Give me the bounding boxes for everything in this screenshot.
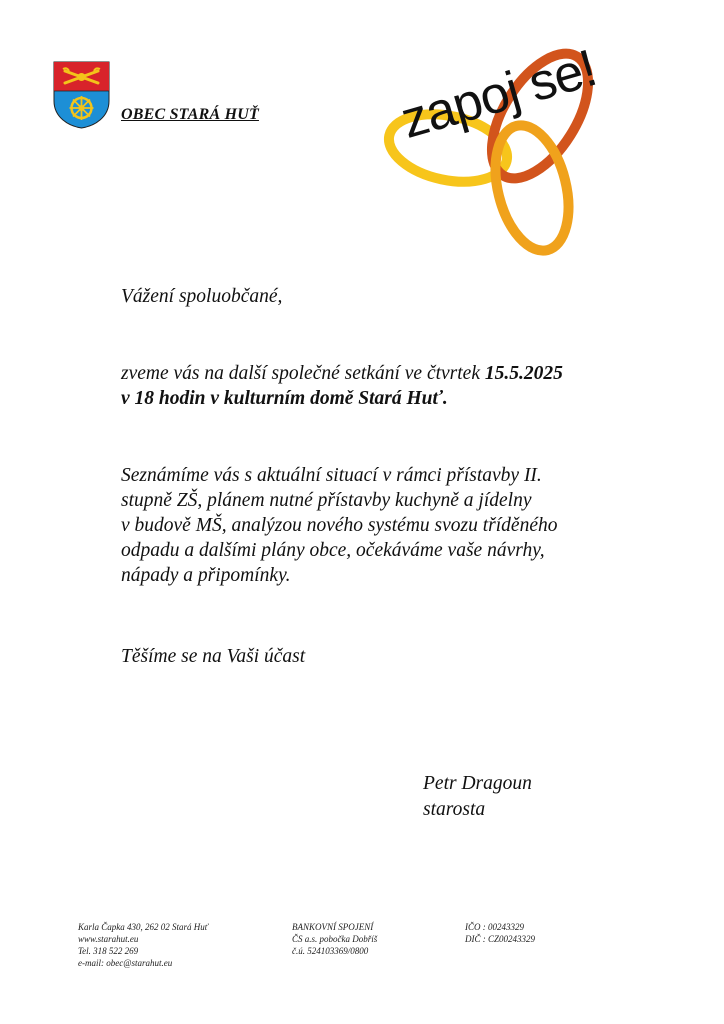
signer-name: Petr Dragoun bbox=[423, 773, 532, 794]
footer-line: BANKOVNÍ SPOJENÍ bbox=[292, 922, 374, 932]
footer-line: ČS a.s. pobočka Dobříš bbox=[292, 934, 378, 944]
letter-body bbox=[121, 463, 641, 588]
letter-closing: Těšíme se na Vaši účast bbox=[121, 646, 306, 667]
footer-bank bbox=[292, 921, 377, 957]
footer-ids bbox=[465, 921, 535, 945]
body-line: stupně ZŠ, plánem nutné přístavby kuchyně a jídelny bbox=[121, 490, 532, 511]
logo-slogan: zapoj se! bbox=[394, 39, 603, 150]
letter-invitation bbox=[121, 361, 641, 411]
event-date: 15.5.2025 bbox=[484, 363, 563, 384]
coat-of-arms-icon bbox=[53, 61, 110, 129]
body-line: v budově MŠ, analýzou nového systému svozu tříděného bbox=[121, 515, 558, 536]
footer-line: č.ú. 524103369/0800 bbox=[292, 946, 369, 956]
letter-greeting: Vážení spoluobčané, bbox=[121, 286, 283, 307]
footer-email: e-mail: obec@starahut.eu bbox=[78, 958, 173, 968]
body-line: odpadu a dalšími plány obce, očekáváme vaše návrhy, bbox=[121, 540, 545, 561]
event-time-place: v 18 hodin v kulturním domě Stará Huť bbox=[121, 388, 443, 409]
invite-text: zveme vás na další společné setkání ve čtvrtek bbox=[121, 363, 485, 384]
footer-line: Karla Čapka 430, 262 02 Stará Huť bbox=[78, 922, 209, 932]
municipality-name: OBEC STARÁ HUŤ bbox=[121, 106, 259, 123]
footer-website: www.starahut.eu bbox=[78, 934, 139, 944]
signer-title: starosta bbox=[423, 799, 486, 820]
footer-phone: Tel. 318 522 269 bbox=[78, 946, 139, 956]
footer-address bbox=[78, 921, 208, 969]
footer-line: IČO : 00243329 bbox=[465, 922, 524, 932]
signature-block bbox=[423, 771, 532, 823]
body-line: Seznámíme vás s aktuální situací v rámci přístavby II. bbox=[121, 465, 542, 486]
body-line: nápady a připomínky. bbox=[121, 565, 291, 586]
footer-line: DIČ : CZ00243329 bbox=[465, 934, 536, 944]
invite-period: . bbox=[442, 388, 448, 409]
